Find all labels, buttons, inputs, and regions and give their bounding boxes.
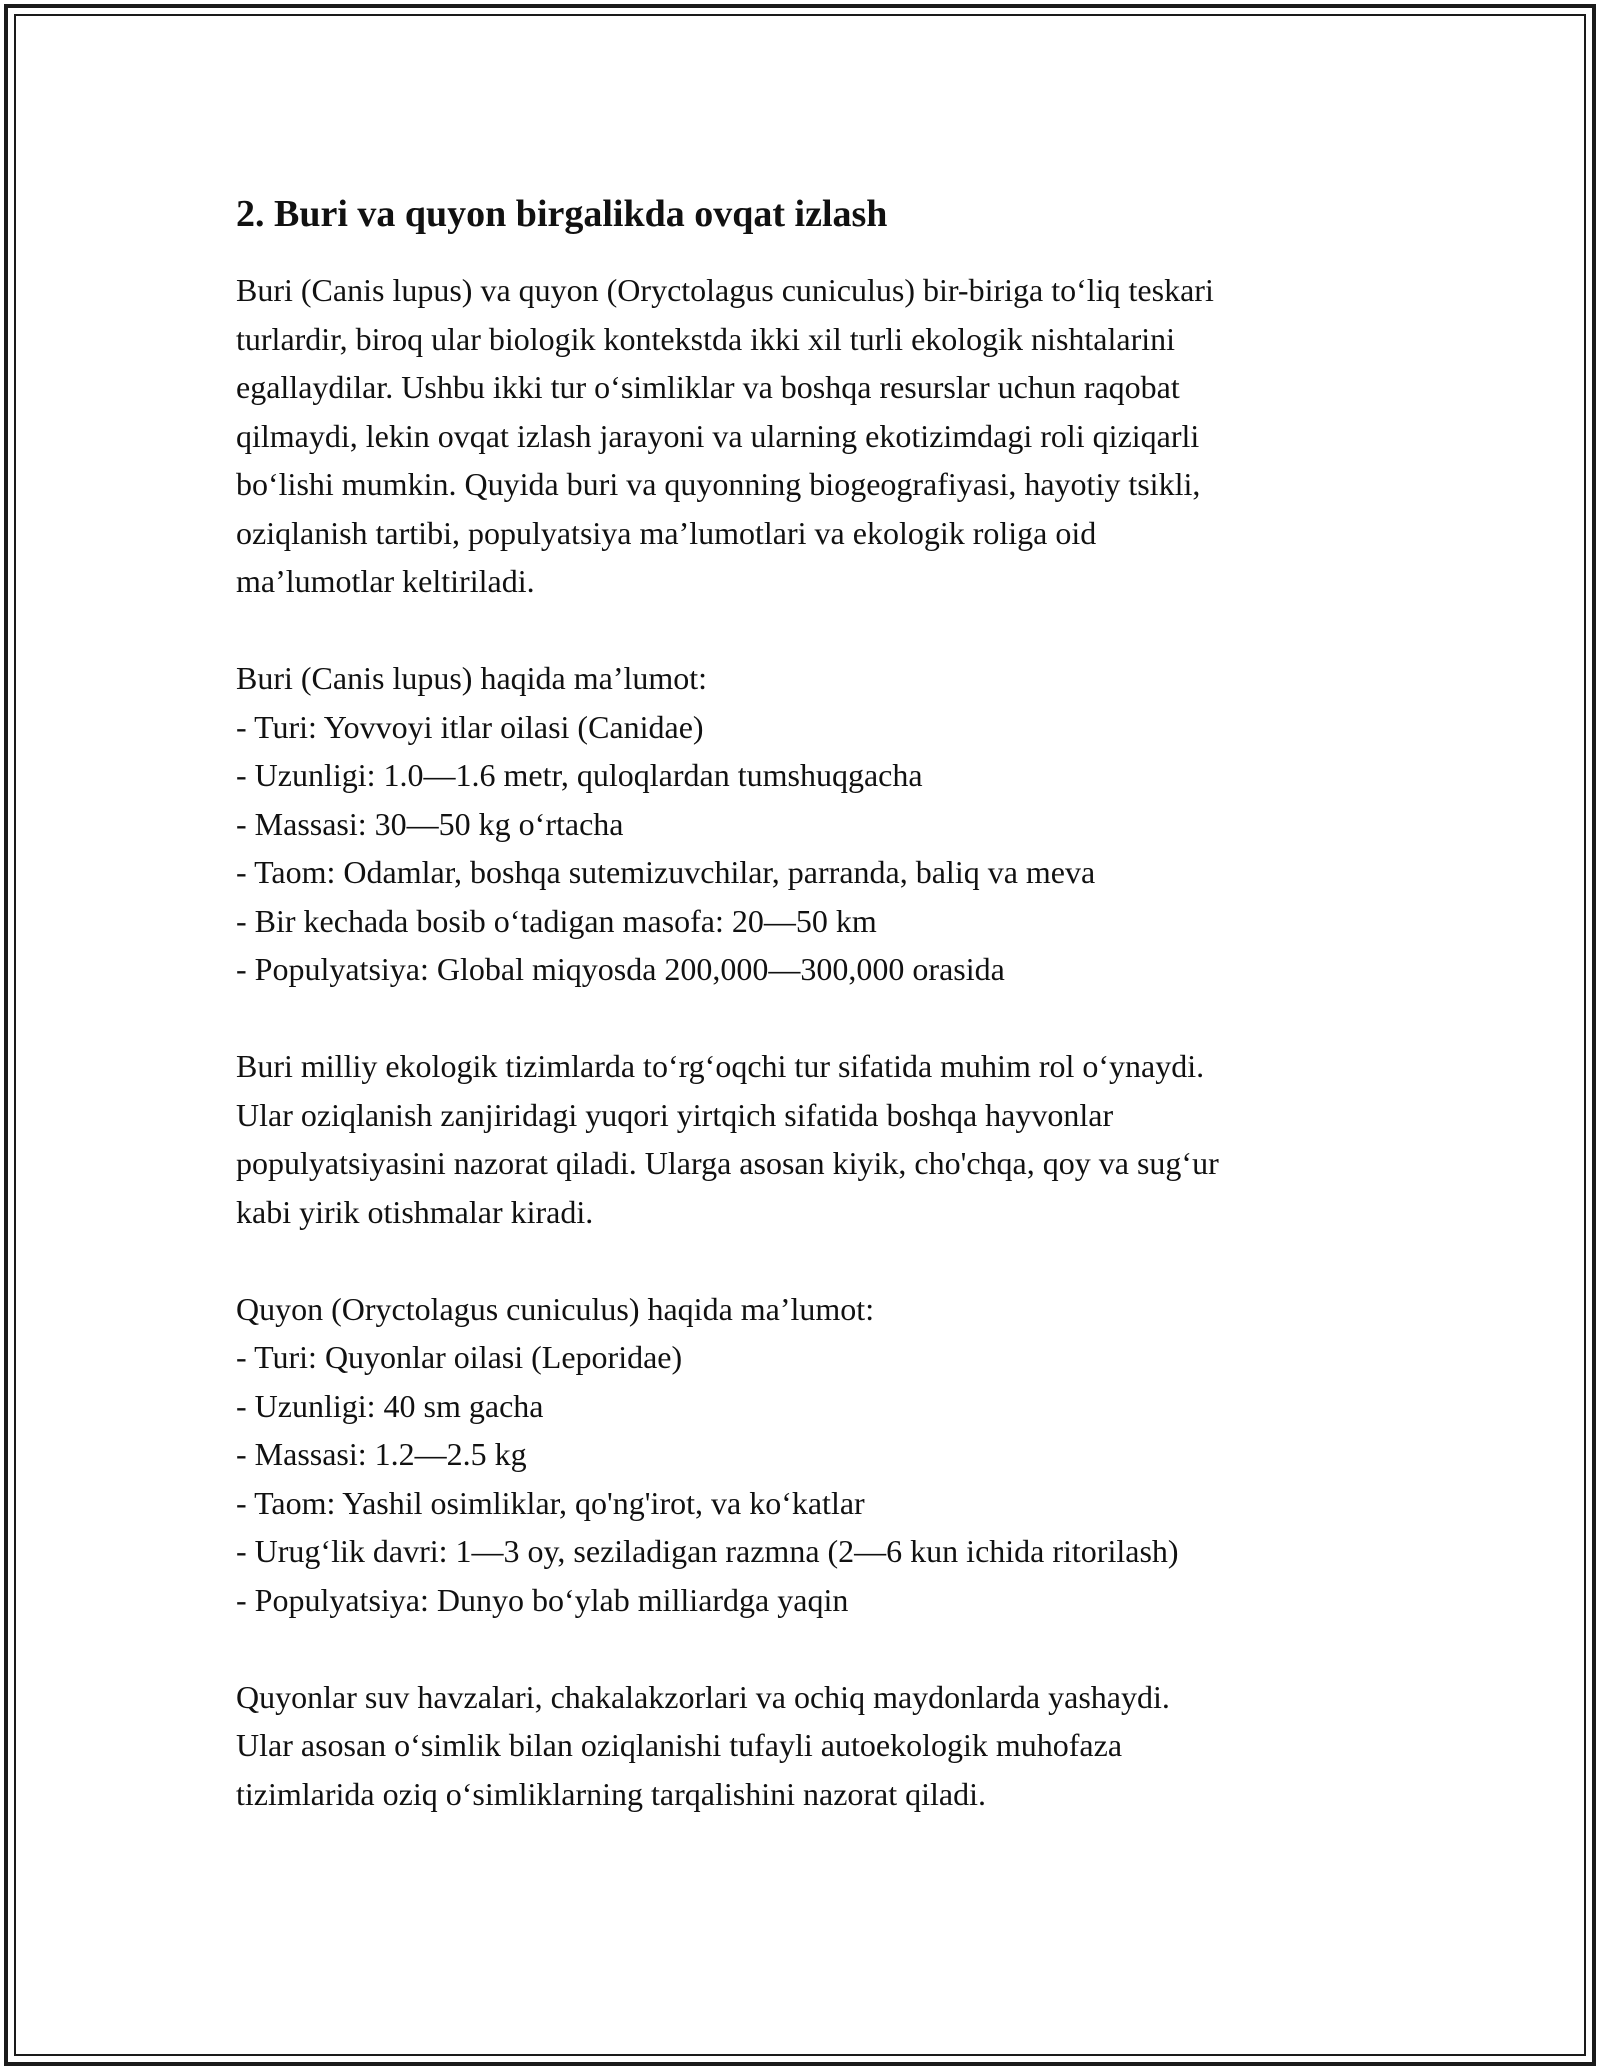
wolf-fact-item: - Bir kechada bosib o‘tadigan masofa: 20—50 km bbox=[236, 902, 877, 939]
rabbit-role-line: Ular asosan o‘simlik bilan oziqlanishi tufayli autoekologik muhofaza bbox=[236, 1727, 1123, 1763]
wolf-fact-item: - Massasi: 30—50 kg o‘rtacha bbox=[236, 805, 624, 842]
wolf-role-paragraph bbox=[236, 1042, 1386, 1236]
intro-line: Buri (Canis lupus) va quyon (Oryctolagus cuniculus) bir-biriga to‘liq teskari bbox=[236, 272, 1214, 308]
intro-line: oziqlanish tartibi, populyatsiya ma’lumotlari va ekologik roliga oid bbox=[236, 514, 1097, 551]
wolf-fact-item: - Taom: Odamlar, boshqa sutemizuvchilar, parranda, baliq va meva bbox=[236, 854, 1096, 890]
section-heading: 2. Buri va quyon birgalikda ovqat izlash bbox=[236, 193, 888, 235]
wolf-facts-heading: Buri (Canis lupus) haqida ma’lumot: bbox=[236, 660, 708, 696]
wolf-fact-item: - Turi: Yovvoyi itlar oilasi (Canidae) bbox=[236, 708, 704, 745]
document-body bbox=[236, 188, 1386, 1818]
wolf-role-line: populyatsiyasini nazorat qiladi. Ularga asosan kiyik, cho'chqa, qoy va sug‘ur bbox=[236, 1145, 1219, 1181]
wolf-role-line: Buri milliy ekologik tizimlarda to‘rg‘oqchi tur sifatida muhim rol o‘ynaydi. bbox=[236, 1048, 1205, 1084]
rabbit-fact-item: - Populyatsiya: Dunyo bo‘ylab milliardga yaqin bbox=[236, 1581, 849, 1618]
wolf-fact-item: - Uzunligi: 1.0—1.6 metr, quloqlardan tumshuqgacha bbox=[236, 757, 923, 793]
rabbit-fact-item: - Turi: Quyonlar oilasi (Leporidae) bbox=[236, 1339, 683, 1375]
intro-line: egallaydilar. Ushbu ikki tur o‘simliklar va boshqa resurslar uchun raqobat bbox=[236, 369, 1180, 405]
intro-paragraph bbox=[236, 266, 1386, 606]
rabbit-role-line: tizimlarida oziq o‘simliklarning tarqalishini nazorat qiladi. bbox=[236, 1775, 987, 1812]
rabbit-role-paragraph bbox=[236, 1673, 1386, 1819]
rabbit-fact-item: - Uzunligi: 40 sm gacha bbox=[236, 1387, 544, 1424]
wolf-fact-item: - Populyatsiya: Global miqyosda 200,000—300,000 orasida bbox=[236, 951, 1005, 987]
rabbit-fact-item: - Massasi: 1.2—2.5 kg bbox=[236, 1436, 527, 1472]
intro-line: turlardir, biroq ular biologik kontekstda ikki xil turli ekologik nishtalarini bbox=[236, 320, 1176, 357]
rabbit-fact-item: - Urug‘lik davri: 1—3 oy, seziladigan razmna (2—6 kun ichida ritorilash) bbox=[236, 1533, 1179, 1569]
intro-line: ma’lumotlar keltiriladi. bbox=[236, 563, 535, 599]
wolf-role-line: Ular oziqlanish zanjiridagi yuqori yirtqich sifatida boshqa hayvonlar bbox=[236, 1096, 1114, 1133]
wolf-role-line: kabi yirik otishmalar kiradi. bbox=[236, 1193, 594, 1230]
intro-line: qilmaydi, lekin ovqat izlash jarayoni va ularning ekotizimdagi roli qiziqarli bbox=[236, 417, 1200, 454]
intro-line: bo‘lishi mumkin. Quyida buri va quyonning biogeografiyasi, hayotiy tsikli, bbox=[236, 466, 1201, 502]
rabbit-fact-item: - Taom: Yashil osimliklar, qo'ng'irot, va ko‘katlar bbox=[236, 1484, 865, 1521]
rabbit-role-line: Quyonlar suv havzalari, chakalakzorlari va ochiq maydonlarda yashaydi. bbox=[236, 1678, 1170, 1715]
wolf-facts-section bbox=[236, 654, 1386, 994]
rabbit-facts-section bbox=[236, 1285, 1386, 1625]
rabbit-facts-heading: Quyon (Oryctolagus cuniculus) haqida ma’lumot: bbox=[236, 1290, 875, 1327]
